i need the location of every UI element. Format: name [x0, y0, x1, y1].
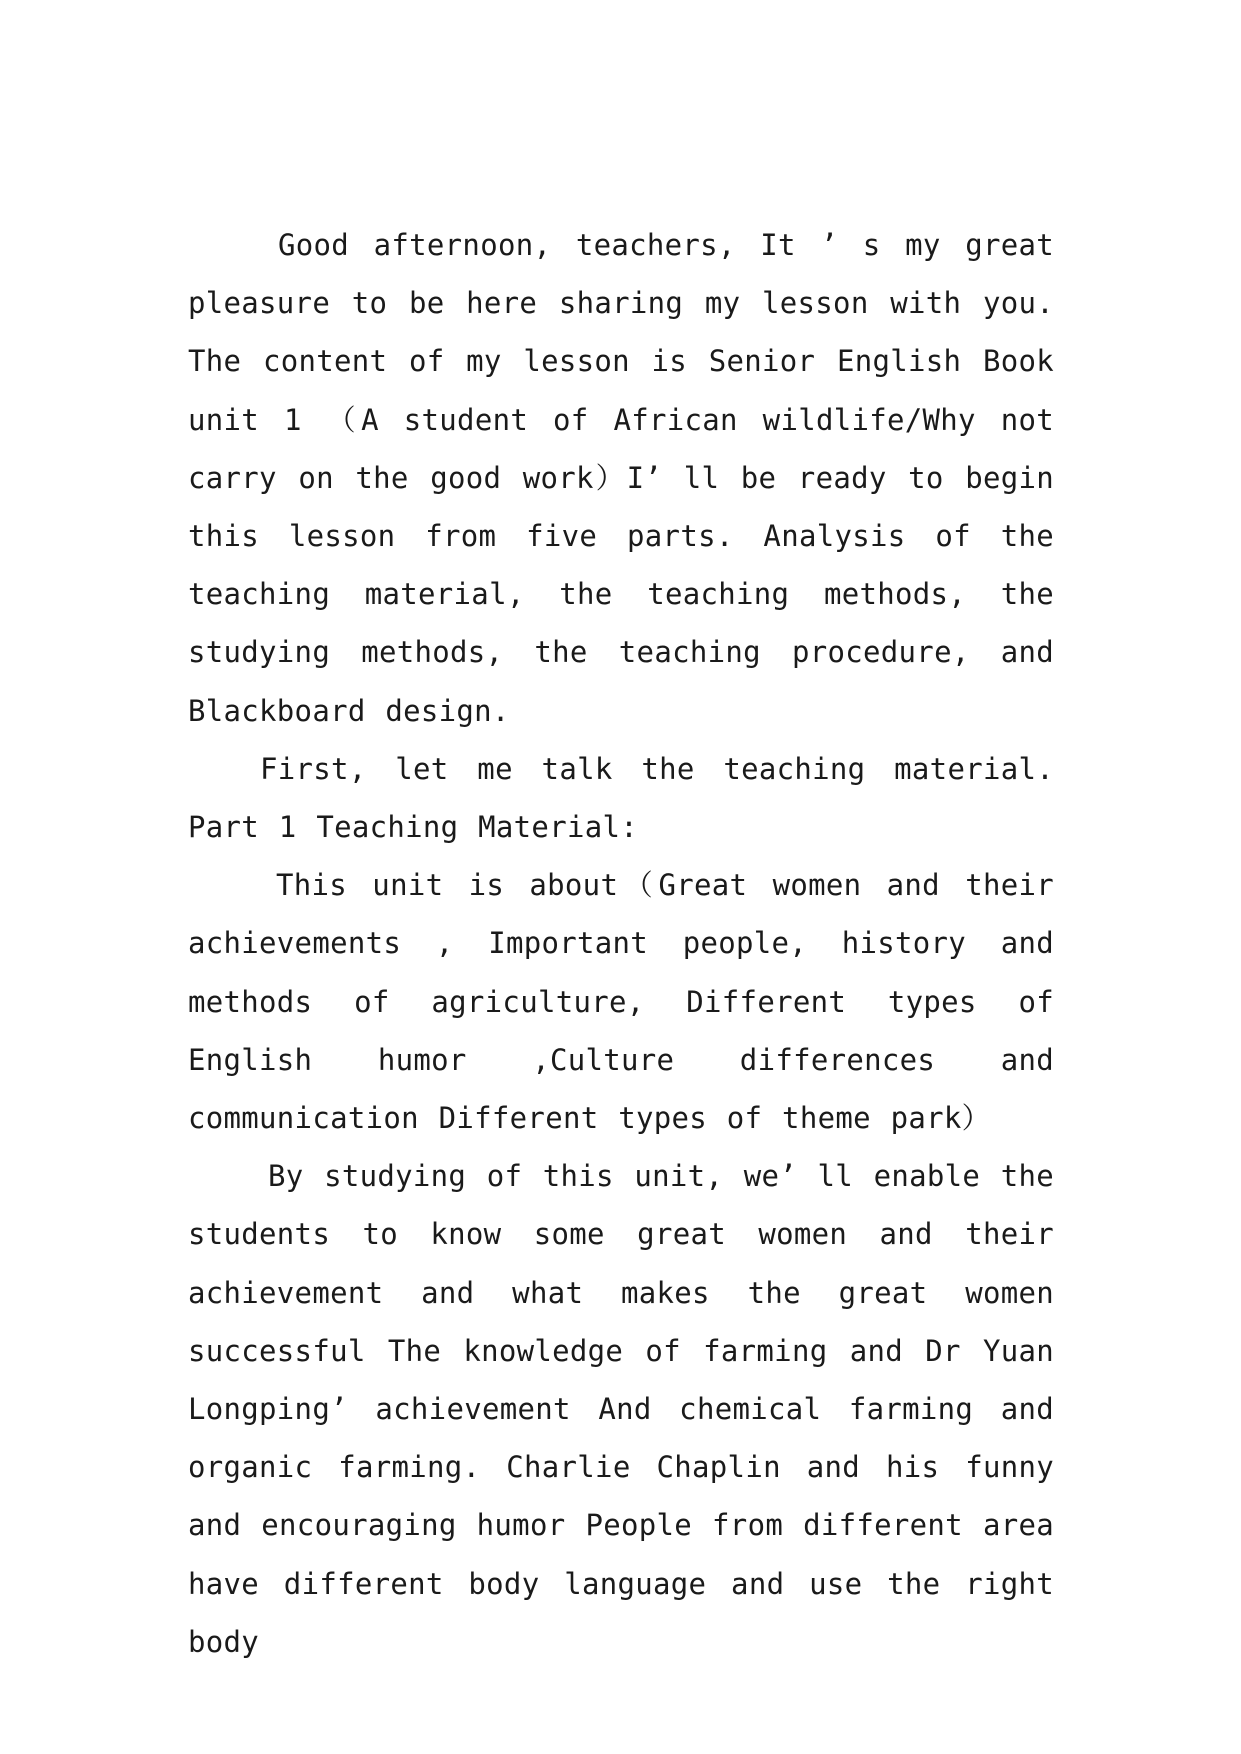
- paragraph-unit-topics: This unit is about（Great women and their achievements , Important people, history and methods of agriculture, Different types of English humor ,Culture differences and communication Different types of theme park）: [188, 868, 1054, 1136]
- paragraph-unit-goals: By studying of this unit, we’ ll enable the students to know some great women and their achievement and what makes the great women successful The knowledge of farming and Dr Yuan Longping’ achievement And chemical farming and organic farming. Charlie Chaplin and his funny and encouraging humor People from different area have different body language and use the right body: [188, 1159, 1054, 1659]
- paragraph-introduction: Good afternoon, teachers, It ’ s my great pleasure to be here sharing my lesson with you. The content of my lesson is Senior English Book unit 1 （A student of African wildlife/Why not carry on the good work）I’ ll be ready to begin this lesson from five parts. Analysis of the teaching material, the teaching methods, the studying methods, the teaching procedure, and Blackboard design.: [188, 228, 1054, 728]
- document-body: [188, 216, 1054, 1671]
- paragraph-part-1-heading: First, let me talk the teaching material. Part 1 Teaching Material:: [188, 751, 1054, 845]
